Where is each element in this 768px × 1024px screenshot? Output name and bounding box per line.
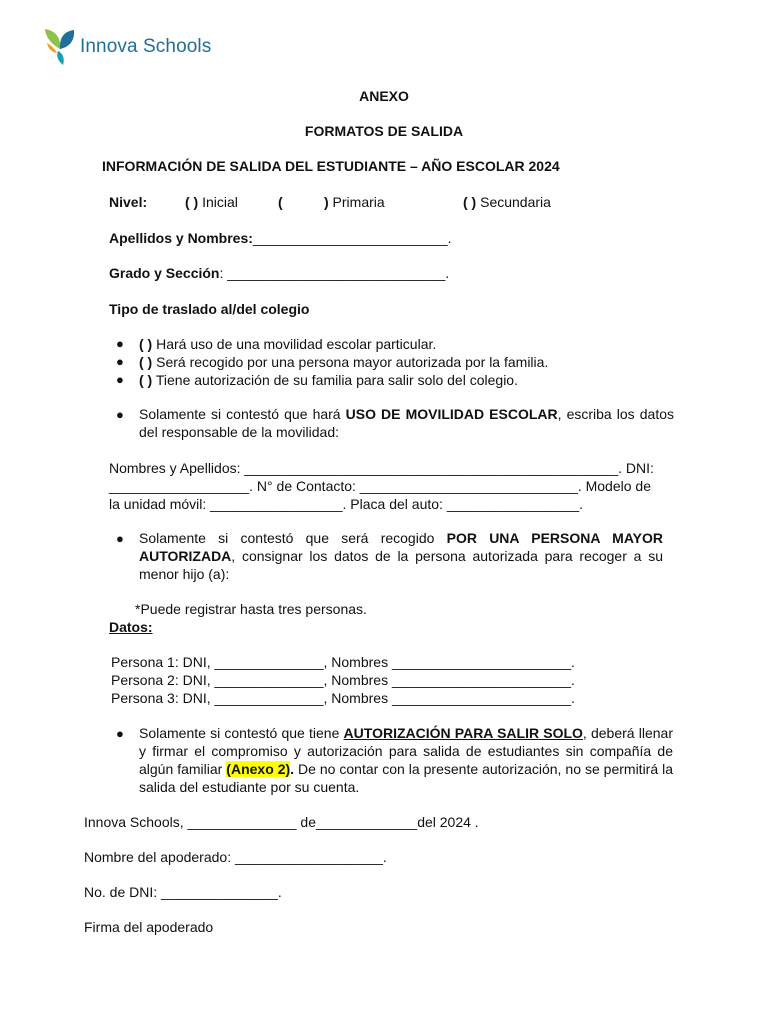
firma-label: Firma del apoderado: [84, 919, 214, 935]
persona-2-line[interactable]: Persona 2: DNI, ______________, Nombres _______________________.: [111, 672, 575, 688]
movilidad-text-bold: USO DE MOVILIDAD ESCOLAR: [345, 406, 558, 422]
nivel-primaria-option[interactable]: [278, 193, 283, 211]
nivel-secundaria-label: Secundaria: [476, 194, 551, 210]
dni-line[interactable]: No. de DNI: _______________.: [84, 884, 282, 900]
grado-line[interactable]: : ____________________________.: [219, 265, 450, 281]
bullet-icon: ●: [116, 531, 124, 546]
movilidad-line-2[interactable]: __________________. N° de Contacto: ____________________________. Modelo de: [109, 478, 651, 494]
persona-mayor-text-pre: Solamente si contestó que será recogido: [139, 530, 447, 546]
checkbox-inicial[interactable]: ( ): [185, 194, 199, 210]
movilidad-instructions: [139, 405, 674, 441]
checkbox-movilidad[interactable]: ( ): [139, 336, 153, 352]
traslado-option-2-text: Será recogido por una persona mayor autorizada por la familia.: [152, 354, 549, 370]
grado-field[interactable]: [109, 264, 449, 282]
fecha-line[interactable]: Innova Schools, ______________ de_____________del 2024 .: [84, 814, 479, 830]
nivel-primaria-option-close[interactable]: [324, 193, 385, 211]
bullet-icon: ●: [116, 726, 124, 741]
salir-solo-text-mid: , deberá llenar y firmar el compromiso y autorización para salida de estudiantes sin compañía de algún familiar: [139, 725, 673, 777]
persona-1-line[interactable]: Persona 1: DNI, ______________, Nombres _______________________.: [111, 654, 575, 670]
salir-solo-period: .: [290, 761, 295, 777]
bullet-icon: ●: [116, 407, 124, 422]
persona-mayor-text-post: , consignar los datos de la persona autorizada para recoger a su menor hijo (a):: [139, 548, 663, 582]
anexo-2-highlight: (Anexo 2): [226, 761, 291, 777]
movilidad-line-1[interactable]: Nombres y Apellidos: ________________________________________________. DNI:: [109, 460, 654, 476]
persona-mayor-text-bold: POR UNA PERSONA MAYOR AUTORIZADA: [139, 530, 663, 564]
innova-leaf-icon: [43, 27, 77, 67]
nivel-inicial-label: Inicial: [198, 194, 238, 210]
bullet-icon: ●: [116, 336, 124, 351]
checkbox-salir-solo[interactable]: ( ): [139, 372, 153, 388]
traslado-option-3-text: Tiene autorización de su familia para salir solo del colegio.: [152, 372, 518, 388]
logo-text: Innova Schools: [80, 36, 212, 57]
salir-solo-text-post: De no contar con la presente autorización, no se permitirá la salida del estudiante por su cuenta.: [139, 761, 673, 795]
innova-schools-logo: [43, 27, 243, 67]
movilidad-text-post: , escriba los datos del responsable de la movilidad:: [139, 406, 674, 440]
checkbox-persona-mayor[interactable]: ( ): [139, 354, 153, 370]
movilidad-text-pre: Solamente si contestó que hará: [139, 406, 346, 422]
salir-solo-text-pre: Solamente si contestó que tiene: [139, 725, 344, 741]
traslado-heading: Tipo de traslado al/del colegio: [109, 301, 310, 317]
persona-note: *Puede registrar hasta tres personas.: [135, 601, 367, 617]
apoderado-line[interactable]: Nombre del apoderado: ___________________.: [84, 849, 387, 865]
traslado-option-2[interactable]: [139, 353, 548, 371]
apellidos-line[interactable]: _________________________.: [252, 230, 452, 246]
checkbox-primaria-open[interactable]: (: [278, 194, 283, 210]
checkbox-secundaria[interactable]: ( ): [463, 194, 477, 210]
movilidad-line-3[interactable]: la unidad móvil: _________________. Placa del auto: _________________.: [109, 496, 584, 512]
title-anexo: ANEXO: [359, 88, 409, 104]
apellidos-field[interactable]: [109, 229, 451, 247]
datos-label: Datos:: [109, 619, 153, 635]
persona-3-line[interactable]: Persona 3: DNI, ______________, Nombres _______________________.: [111, 690, 575, 706]
bullet-icon: ●: [116, 372, 124, 387]
nivel-inicial-option[interactable]: [185, 193, 238, 211]
traslado-option-3[interactable]: [139, 371, 518, 389]
persona-mayor-instructions: [139, 529, 663, 583]
nivel-label: Nivel:: [109, 194, 148, 210]
title-formatos: FORMATOS DE SALIDA: [304, 123, 464, 139]
salir-solo-instructions: [139, 724, 673, 796]
traslado-option-1-text: Hará uso de una movilidad escolar particular.: [152, 336, 437, 352]
checkbox-primaria-close[interactable]: ): [324, 194, 329, 210]
bullet-icon: ●: [116, 354, 124, 369]
grado-label: Grado y Sección: [109, 265, 220, 281]
nivel-primaria-label: Primaria: [328, 194, 385, 210]
salir-solo-text-bold: AUTORIZACIÓN PARA SALIR SOLO: [343, 725, 583, 741]
apellidos-label: Apellidos y Nombres:: [109, 230, 253, 246]
title-informacion: INFORMACIÓN DE SALIDA DEL ESTUDIANTE – AÑO ESCOLAR 2024: [102, 158, 560, 174]
traslado-option-1[interactable]: [139, 335, 436, 353]
nivel-secundaria-option[interactable]: [463, 193, 551, 211]
